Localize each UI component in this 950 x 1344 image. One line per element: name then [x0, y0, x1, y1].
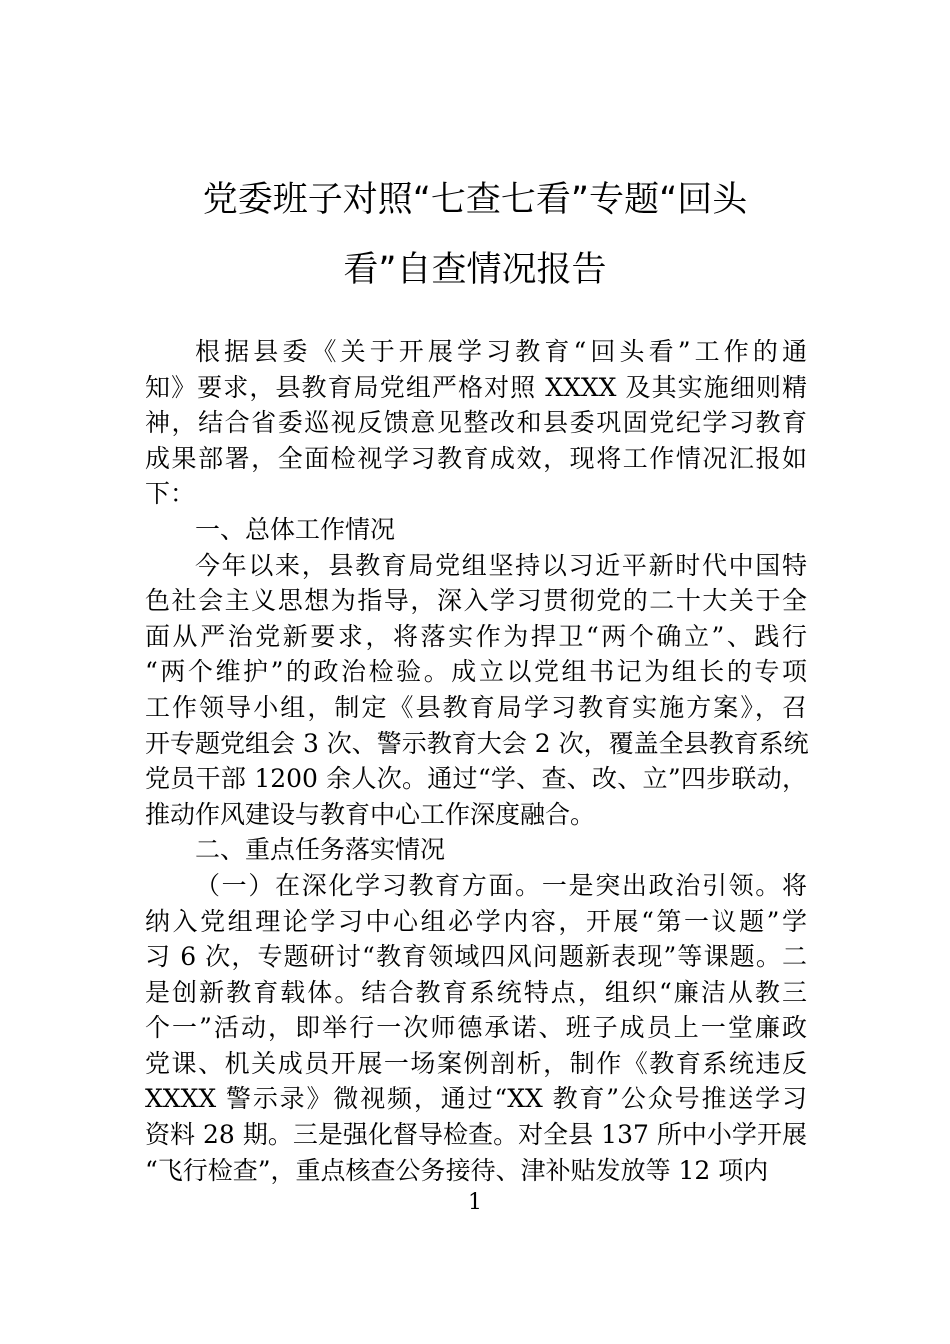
paragraph-line: 个一”活动，即举行一次师德承诺、班子成员上一堂廉政 — [145, 1013, 807, 1043]
paragraph-line: 纳入党组理论学习中心组必学内容，开展“第一议题”学 — [145, 906, 807, 936]
paragraph-line: 习 6 次，专题研讨“教育领域四风问题新表现”等课题。二 — [145, 942, 807, 972]
paragraph-line: 面从严治党新要求，将落实作为捍卫“两个确立”、践行 — [145, 621, 807, 651]
paragraph-line: XXXX 警示录》微视频，通过“XX 教育”公众号推送学习 — [145, 1084, 807, 1114]
paragraph-line: 党课、机关成员开展一场案例剖析，制作《教育系统违反 — [145, 1048, 807, 1078]
paragraph-line: 根据县委《关于开展学习教育“回头看”工作的通 — [195, 337, 807, 366]
paragraph-line: 开专题党组会 3 次、警示教育大会 2 次，覆盖全县教育系统 — [145, 728, 809, 758]
paragraph-line: （一）在深化学习教育方面。一是突出政治引领。将 — [195, 870, 807, 900]
paragraph-line: 党员干部 1200 余人次。通过“学、查、改、立”四步联动， — [145, 764, 807, 794]
paragraph-line: 知》要求，县教育局党组严格对照 XXXX 及其实施细则精 — [145, 372, 807, 402]
document-title-line-2: 看”自查情况报告 — [343, 250, 607, 290]
paragraph-line: 资料 28 期。三是强化督导检查。对全县 137 所中小学开展 — [145, 1120, 807, 1150]
paragraph-line: “两个维护”的政治检验。成立以党组书记为组长的专项 — [145, 657, 807, 687]
section-heading: 一、总体工作情况 — [195, 514, 396, 544]
paragraph-line: 色社会主义思想为指导，深入学习贯彻党的二十大关于全 — [145, 586, 807, 616]
section-heading: 二、重点任务落实情况 — [195, 835, 446, 865]
paragraph-line: 下： — [145, 479, 196, 509]
paragraph-line: 今年以来，县教育局党组坚持以习近平新时代中国特 — [195, 550, 807, 580]
paragraph-line: 推动作风建设与教育中心工作深度融合。 — [145, 799, 596, 829]
paragraph-line: 成果部署，全面检视学习教育成效，现将工作情况汇报如 — [145, 443, 807, 473]
paragraph-line: 工作领导小组，制定《县教育局学习教育实施方案》，召 — [145, 692, 807, 722]
paragraph-line: 是创新教育载体。结合教育系统特点，组织“廉洁从教三 — [145, 977, 807, 1007]
document-body — [145, 334, 807, 1188]
paragraph-line: 神，结合省委巡视反馈意见整改和县委巩固党纪学习教育 — [145, 408, 807, 438]
page-number: 1 — [468, 1190, 482, 1215]
paragraph-line: “飞行检查”，重点核查公务接待、津补贴发放等 12 项内 — [145, 1155, 769, 1185]
document-title-line-1: 党委班子对照“七查七看”专题“回头 — [202, 180, 748, 220]
